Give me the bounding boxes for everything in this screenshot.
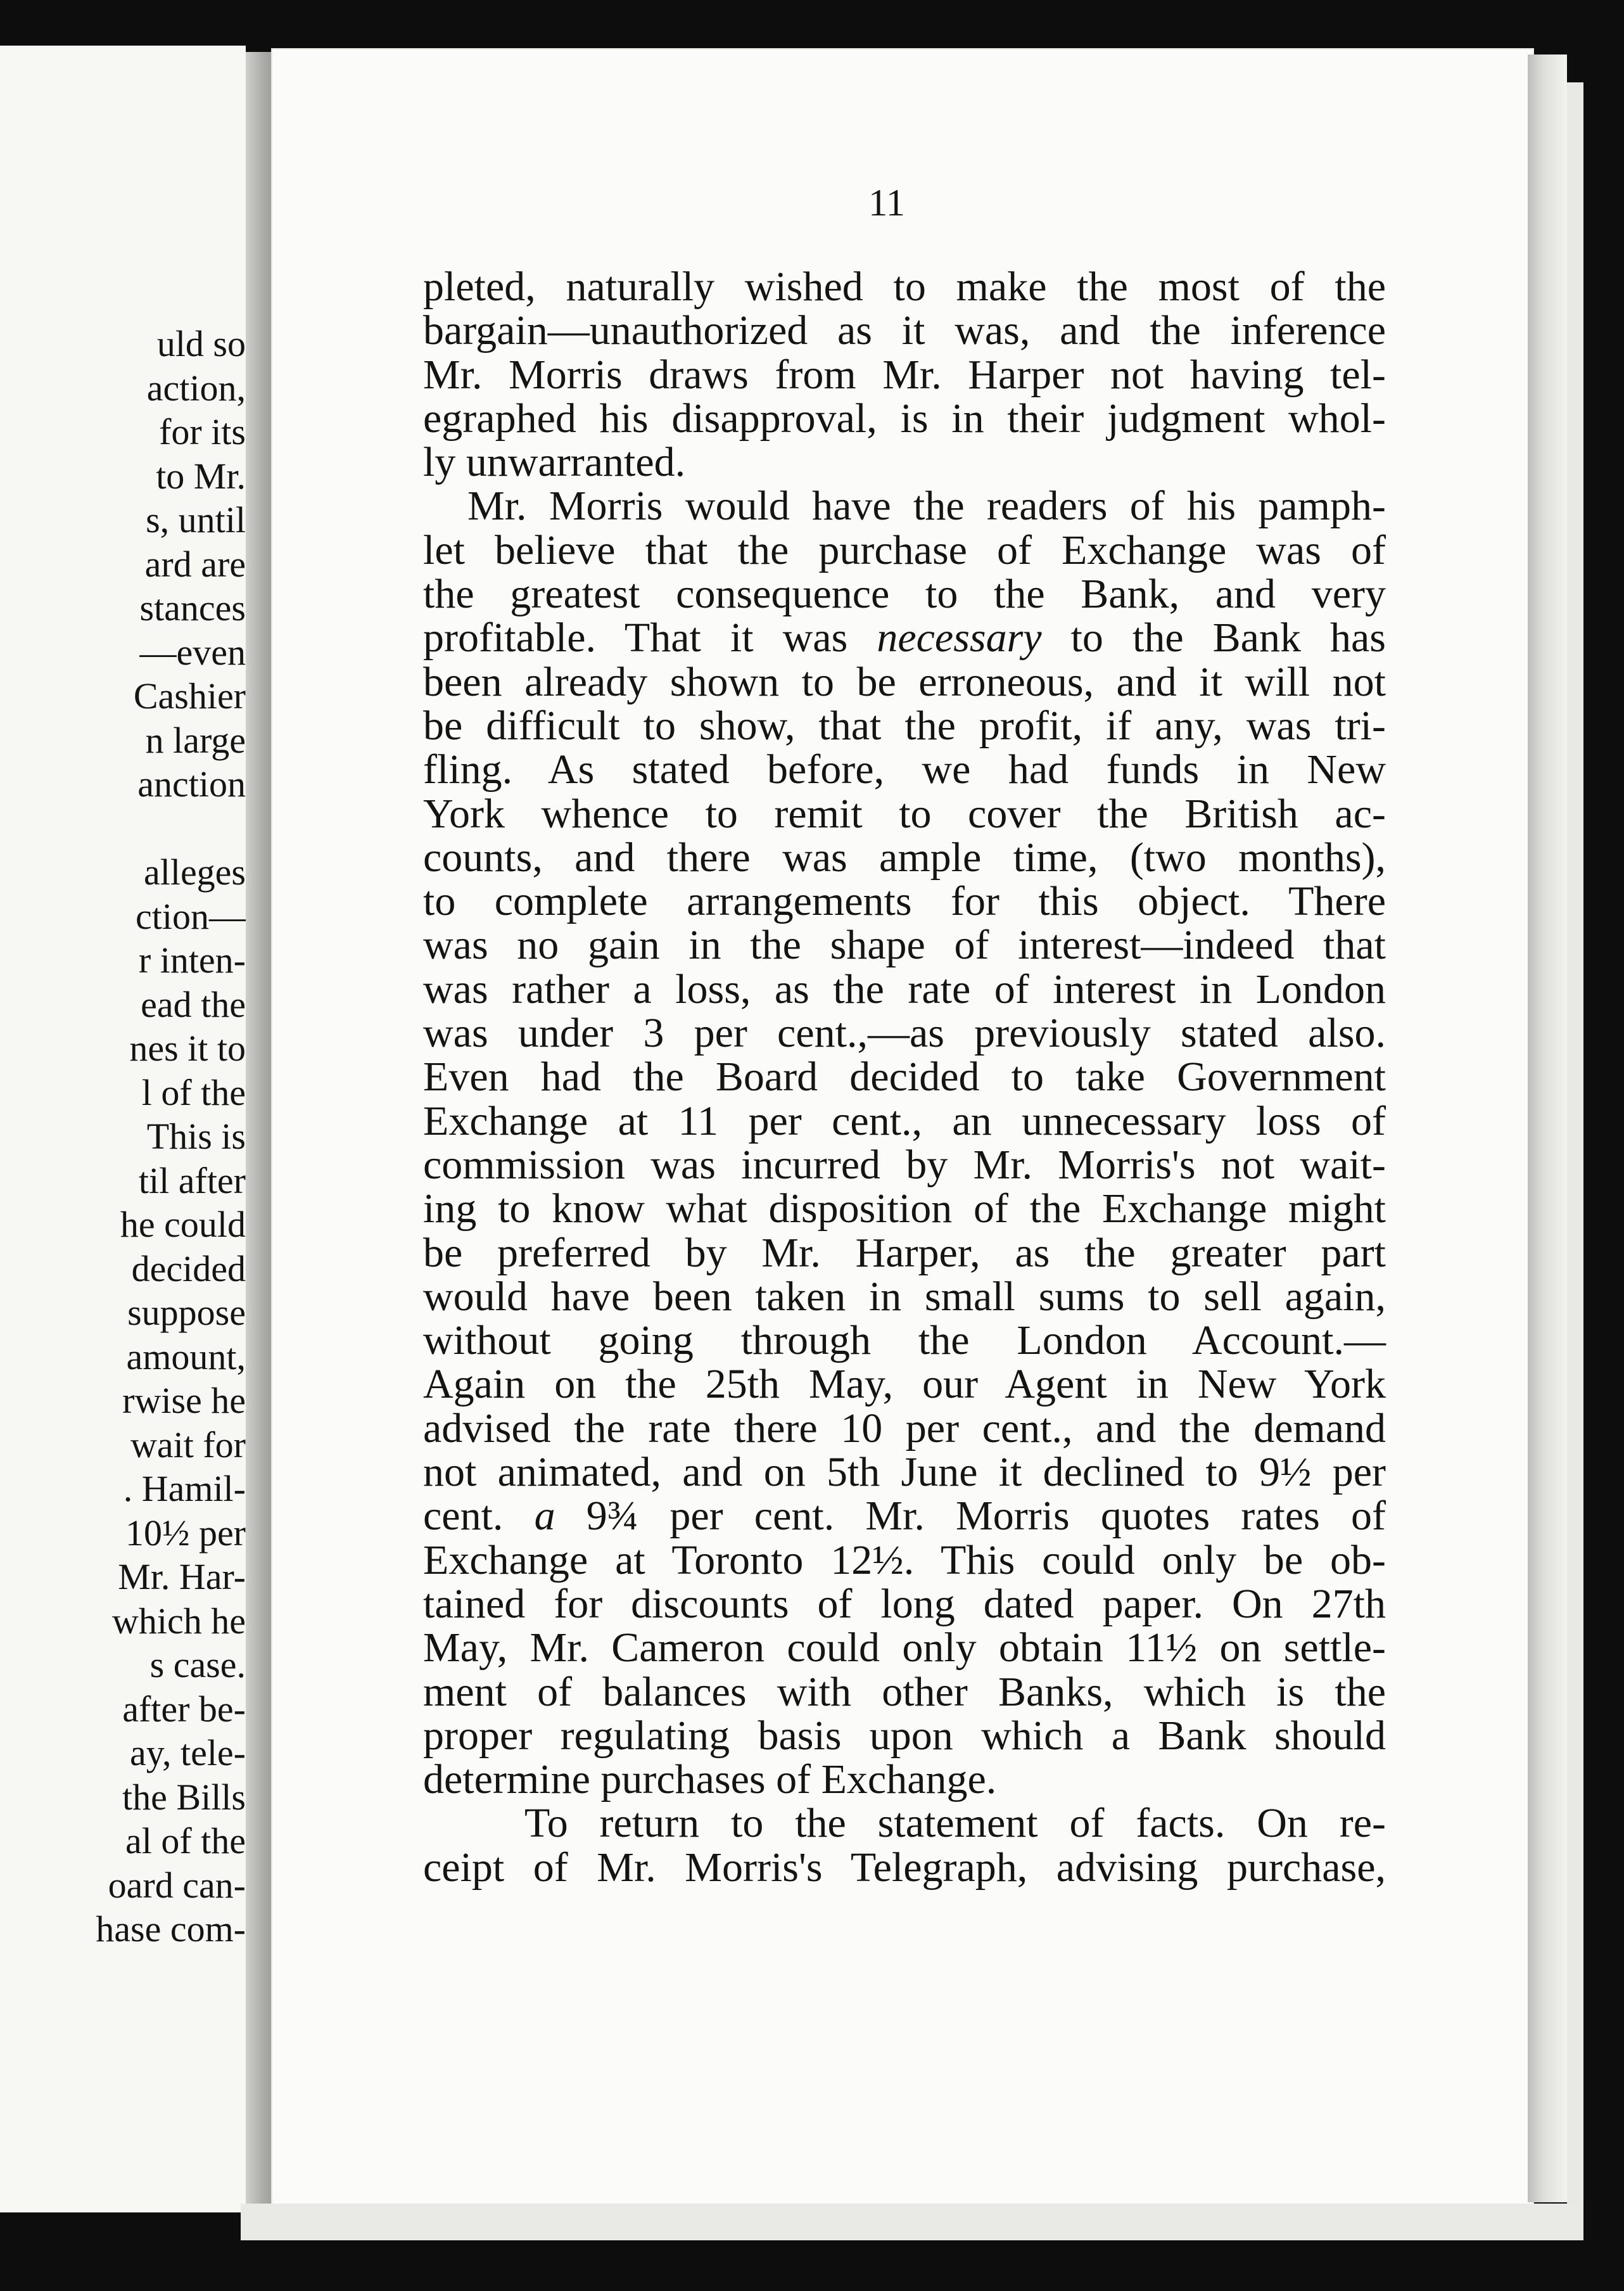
page-bottom-edge [241,2204,1583,2240]
text-line: Mr. Morris would have the readers of his pamph- [467,483,1386,530]
text-run: to the Bank has [1041,615,1386,661]
text-line: Exchange at Toronto 12½. This could only be ob- [423,1536,1386,1583]
text-line: To return to the statement of facts. On re- [524,1800,1386,1847]
text-line: was no gain in the shape of interest—indeed that [423,922,1386,969]
left-page-line: stances [139,587,246,629]
text-line: pleted, naturally wished to make the most of the [423,264,1386,310]
page-edge [1528,54,1567,2202]
left-page-line: the Bills [122,1776,246,1818]
left-page-line: al of the [125,1820,246,1861]
text-line: not animated, and on 5th June it declined to 9½ per [423,1449,1386,1496]
left-page-line: —even [139,631,246,673]
text-line: ly unwarranted. [423,439,686,486]
text-line: commission was incurred by Mr. Morris's not wait- [423,1141,1386,1188]
left-page-line: which he [112,1600,246,1642]
text-line: egraphed his disapproval, is in their judgment whol- [423,395,1386,442]
left-page-line: This is [146,1116,246,1157]
text-line: let believe that the purchase of Exchange was of [423,526,1386,573]
text-line: May, Mr. Cameron could only obtain 11½ on settle- [423,1624,1386,1671]
left-page-line: alleges [143,852,246,893]
main-text [423,265,1386,1889]
italic-word: necessary [877,615,1042,661]
paragraph-gap [0,807,246,851]
text-line: to complete arrangements for this object. There [423,878,1386,925]
text-line: was under 3 per cent.,—as previously stated also. [423,1010,1386,1057]
left-page-line: nes it to [129,1028,246,1069]
left-page-line: n large [145,719,246,761]
text-line: was rather a loss, as the rate of interest in London [423,966,1386,1012]
left-page-line: after be- [122,1688,246,1730]
text-line: be preferred by Mr. Harper, as the greater part [423,1229,1386,1276]
under-page [1567,82,1583,2205]
left-page-line: ead the [141,983,246,1025]
text-line: tained for discounts of long dated paper. On 27th [423,1580,1386,1627]
text-line: Exchange at 11 per cent., an unnecessary loss of [423,1097,1386,1144]
text-line: be difficult to show, that the profit, if any, was tri- [423,702,1386,749]
left-page-line: he could [120,1204,246,1245]
left-page-line: . Hamil- [123,1468,246,1509]
left-page-line: anction [137,763,246,805]
left-page-line: action, [146,367,246,409]
left-page-line: suppose [127,1292,246,1333]
paragraph-3 [423,1801,1386,1889]
left-page-line: to Mr. [156,455,246,497]
text-line: Even had the Board decided to take Government [423,1054,1386,1101]
left-page-line: s case. [149,1644,246,1685]
left-page-line: ay, tele- [129,1732,246,1773]
text-line [423,616,1386,660]
left-page-line: Cashier [133,675,246,717]
left-page-line: s, until [146,499,246,540]
text-line: counts, and there was ample time, (two months), [423,834,1386,881]
text-line: without going through the London Account.— [423,1317,1386,1364]
left-page-line: wait for [130,1424,246,1465]
left-page-line: Mr. Har- [118,1556,246,1597]
text-line: fling. As stated before, we had funds in New [423,746,1386,793]
text-line: bargain—unauthorized as it was, and the inference [423,307,1386,354]
left-page-line: amount, [126,1336,246,1377]
text-line: proper regulating basis upon which a Bank should [423,1712,1386,1759]
text-run: 9¾ per cent. Mr. Morris quotes rates of [555,1493,1386,1540]
left-page-line: l of the [141,1071,246,1113]
paragraph-2 [423,484,1386,1801]
text-line: determine purchases of Exchange. [423,1756,997,1803]
text-line [423,1494,1386,1538]
left-page-line: 10½ per [125,1512,246,1554]
page-number: 11 [868,182,905,224]
left-page-line: hase com- [96,1908,246,1950]
text-line: ing to know what disposition of the Exchange might [423,1185,1386,1232]
left-page-line: oard can- [108,1864,246,1906]
text-run: cent. [423,1493,535,1540]
text-line: Again on the 25th May, our Agent in New York [423,1361,1386,1408]
text-line: York whence to remit to cover the British ac- [423,790,1386,837]
text-line: been already shown to be erroneous, and it will not [423,658,1386,705]
text-line: would have been taken in small sums to sell again, [423,1273,1386,1320]
left-page-line: til after [138,1159,246,1201]
left-page-line: rwise he [122,1380,246,1421]
left-page-line: decided [131,1248,246,1289]
text-line: Mr. Morris draws from Mr. Harper not having tel- [423,351,1386,398]
left-page-line: ard are [144,543,246,585]
left-page [0,46,246,2212]
text-line: advised the rate there 10 per cent., and the demand [423,1405,1386,1452]
left-page-line: r inten- [138,940,246,981]
italic-word: a [534,1493,555,1540]
text-line: ceipt of Mr. Morris's Telegraph, advising purchase, [423,1844,1386,1891]
text-run: profitable. That it was [423,615,877,661]
left-page-text [0,322,246,1951]
left-page-line: uld so [156,323,246,364]
text-line: the greatest consequence to the Bank, and very [423,571,1386,618]
paragraph-1 [423,265,1386,484]
left-page-line: for its [159,411,246,452]
text-line: ment of balances with other Banks, which is the [423,1668,1386,1715]
left-page-line: ction— [136,895,246,937]
